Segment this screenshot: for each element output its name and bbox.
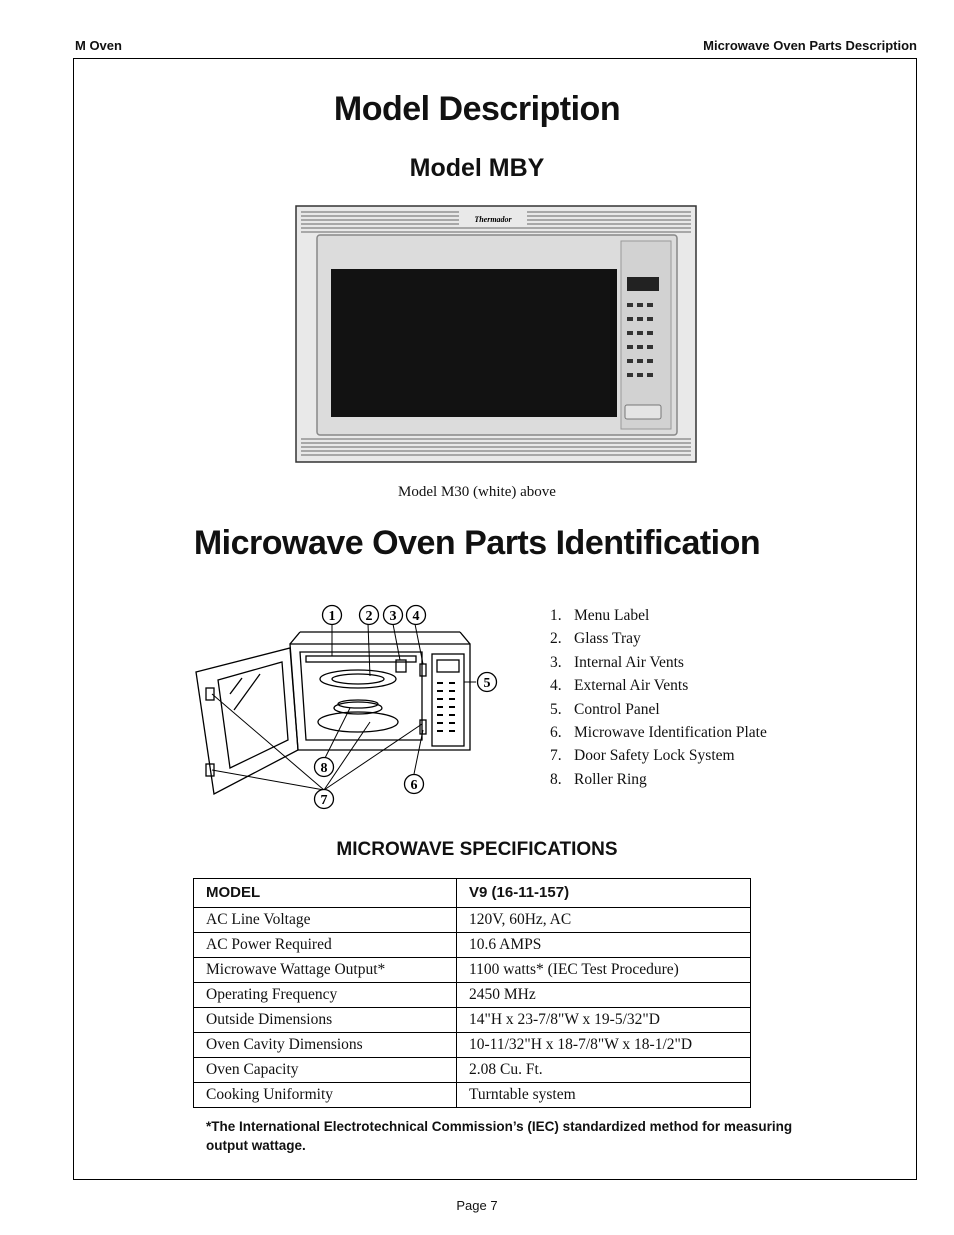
- callout-3: [384, 606, 403, 625]
- table-row: [194, 983, 751, 1008]
- table-cell: AC Power Required: [194, 933, 457, 958]
- footnote: *The International Electrotechnical Commission’s (IEC) standardized method for measuring output wattage.: [206, 1119, 793, 1153]
- parts-title: Microwave Oven Parts Identification: [193, 524, 761, 562]
- svg-text:5: 5: [483, 676, 491, 691]
- brand-logo: Thermador: [474, 215, 512, 224]
- list-item: 8. Roller Ring: [550, 770, 647, 788]
- table-row: [194, 958, 751, 983]
- list-item: 7. Door Safety Lock System: [550, 747, 735, 765]
- table-row: [194, 908, 751, 933]
- table-cell: 2.08 Cu. Ft.: [457, 1058, 751, 1083]
- table-header-cell: V9 (16-11-157): [457, 879, 751, 908]
- table-cell: AC Line Voltage: [194, 908, 457, 933]
- table-row: [194, 1008, 751, 1033]
- table-header-row: [194, 879, 751, 908]
- callout-7: [315, 790, 334, 809]
- photo-caption: Model M30 (white) above: [398, 484, 556, 500]
- svg-text:3: 3: [389, 609, 397, 624]
- table-cell: Microwave Wattage Output*: [194, 958, 457, 983]
- oven-photo: [295, 205, 697, 463]
- list-item: 1. Menu Label: [550, 607, 650, 624]
- svg-text:6: 6: [410, 778, 418, 793]
- table-cell: 2450 MHz: [457, 983, 751, 1008]
- table-cell: Turntable system: [457, 1083, 751, 1108]
- callout-1: [323, 606, 342, 625]
- table-cell: Operating Frequency: [194, 983, 457, 1008]
- page-title: Model Description: [333, 90, 621, 128]
- callout-4: [407, 606, 426, 625]
- table-header-cell: MODEL: [194, 879, 457, 908]
- oven-window: [331, 269, 617, 417]
- page-number: Page 7: [456, 1198, 498, 1213]
- table-cell: 14"H x 23-7/8"W x 19-5/32"D: [457, 1008, 751, 1033]
- list-item: 6. Microwave Identification Plate: [550, 723, 767, 741]
- header-right: Microwave Oven Parts Description: [703, 38, 917, 53]
- svg-text:4: 4: [412, 609, 420, 624]
- table-cell: Oven Cavity Dimensions: [194, 1033, 457, 1058]
- table-cell: 10-11/32"H x 18-7/8"W x 18-1/2"D: [457, 1033, 751, 1058]
- list-item: 2. Glass Tray: [550, 630, 641, 648]
- callout-8: [315, 758, 334, 777]
- spec-title: MICROWAVE SPECIFICATIONS: [336, 839, 618, 860]
- table-cell: Cooking Uniformity: [194, 1083, 457, 1108]
- table-row: [194, 933, 751, 958]
- table-row: [194, 1058, 751, 1083]
- table-cell: 120V, 60Hz, AC: [457, 908, 751, 933]
- table-cell: Outside Dimensions: [194, 1008, 457, 1033]
- spec-table: [193, 878, 751, 1108]
- svg-text:8: 8: [320, 761, 328, 776]
- parts-list: [550, 607, 767, 794]
- svg-text:2: 2: [365, 609, 373, 624]
- table-row: [194, 1083, 751, 1108]
- list-item: 4. External Air Vents: [550, 677, 689, 695]
- door-release-button: [625, 405, 661, 419]
- svg-text:7: 7: [320, 793, 328, 808]
- list-item: 3. Internal Air Vents: [550, 653, 684, 671]
- callout-2: [360, 606, 379, 625]
- table-cell: Oven Capacity: [194, 1058, 457, 1083]
- callout-5: [478, 673, 497, 692]
- svg-text:1: 1: [328, 609, 336, 624]
- callout-6: [405, 775, 424, 794]
- model-heading: Model MBY: [409, 154, 545, 182]
- parts-diagram: [190, 600, 500, 815]
- table-row: [194, 1033, 751, 1058]
- header-left: M Oven: [75, 38, 122, 53]
- table-cell: 1100 watts* (IEC Test Procedure): [457, 958, 751, 983]
- table-cell: 10.6 AMPS: [457, 933, 751, 958]
- list-item: 5. Control Panel: [550, 700, 660, 718]
